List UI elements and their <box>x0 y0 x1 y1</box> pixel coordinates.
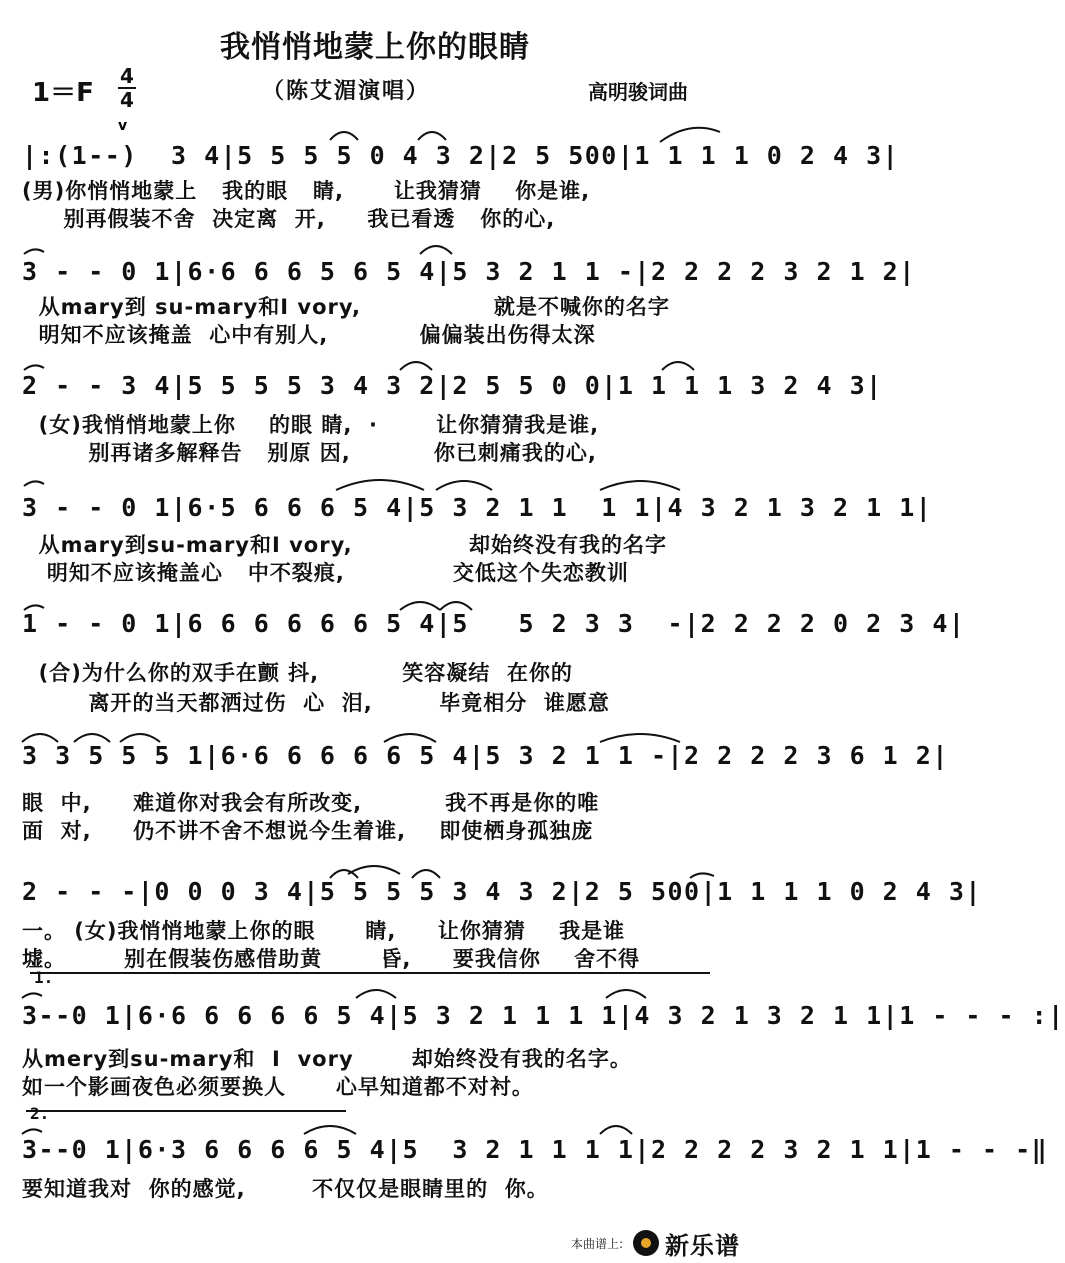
lyrics-line-8b: 如一个影画夜色必须要换人 心早知道都不对衬。 <box>22 1075 534 1099</box>
notes-line-1: |:(1--) 3 4|5 5 5 5 0 4 3 2|2 5 500|1 1 1 1 0 2 4 3| <box>22 141 900 170</box>
notes-line-3: 2 - - 3 4|5 5 5 5 3 4 3 2|2 5 5 0 0|1 1 1 1 3 2 4 3| <box>22 371 883 400</box>
footer-brand: 新乐谱 <box>665 1231 740 1260</box>
time-signature-bottom: 4 <box>120 88 134 112</box>
lyrics-line-5b: 离开的当天都洒过伤 心 泪, 毕竟相分 谁愿意 <box>22 691 610 715</box>
lyrics-line-4b: 明知不应该掩盖心 中不裂痕, 交低这个失恋教训 <box>22 561 629 585</box>
volta-second-label: 2. <box>30 1104 50 1123</box>
volta-first-line <box>30 972 710 974</box>
footer-prefix: 本曲谱上: <box>570 1236 623 1251</box>
notes-line-9: 3--0 1|6·3 6 6 6 6 5 4|5 3 2 1 1 1 1|2 2 2 2 3 2 1 1|1 - - -‖ <box>22 1135 1049 1164</box>
lyrics-line-2a: 从mary到 su-mary和I vory, 就是不喊你的名字 <box>22 295 670 319</box>
song-title: 我悄悄地蒙上你的眼睛 <box>220 30 530 65</box>
volta-second-line <box>26 1110 346 1112</box>
footer-watermark <box>571 1226 740 1260</box>
singer-credit: （陈艾湄演唱） <box>262 79 431 104</box>
svg-text:v: v <box>118 118 128 134</box>
notes-line-8: 3--0 1|6·6 6 6 6 6 5 4|5 3 2 1 1 1 1|4 3 2 1 3 2 1 1|1 - - - :| <box>22 1001 1065 1030</box>
lyrics-line-7a: 一。 (女)我悄悄地蒙上你的眼 睛, 让你猜猜 我是谁 <box>22 919 626 943</box>
lyrics-line-6a: 眼 中, 难道你对我会有所改变, 我不再是你的唯 <box>22 791 600 815</box>
lyrics-line-1b: 别再假装不舍 决定离 开, 我已看透 你的心, <box>22 207 556 231</box>
key-signature: 1＝F <box>32 78 94 108</box>
volta-first-label: 1. <box>34 968 54 987</box>
lyrics-line-1a: (男)你悄悄地蒙上 我的眼 睛, 让我猜猜 你是谁, <box>22 179 591 203</box>
time-signature-top: 4 <box>120 64 134 88</box>
author-credit: 高明骏词曲 <box>588 80 688 104</box>
lyrics-line-2b: 明知不应该掩盖 心中有别人, 偏偏装出伤得太深 <box>22 323 596 347</box>
notes-line-6: 3 3 5 5 5 1|6·6 6 6 6 6 5 4|5 3 2 1 1 -|2 2 2 2 3 6 1 2| <box>22 741 949 770</box>
lyrics-line-3b: 别再诸多解释告 别原 因, 你已刺痛我的心, <box>22 441 597 465</box>
lyrics-line-5a: (合)为什么你的双手在颤 抖, 笑容凝结 在你的 <box>22 661 573 685</box>
notes-line-2: 3 - - 0 1|6·6 6 6 5 6 5 4|5 3 2 1 1 -|2 2 2 2 3 2 1 2| <box>22 257 916 286</box>
notes-line-7: 2 - - -|0 0 0 3 4|5 5 5 5 3 4 3 2|2 5 500|1 1 1 1 0 2 4 3| <box>22 877 982 906</box>
lyrics-line-7b: 墟。 别在假装伤感借助黄 昏, 要我信你 舍不得 <box>22 947 641 971</box>
lyrics-line-8a: 从mery到su-mary和 I vory 却始终没有我的名字。 <box>22 1047 632 1071</box>
notes-line-4: 3 - - 0 1|6·5 6 6 6 5 4|5 3 2 1 1 1 1|4 3 2 1 3 2 1 1| <box>22 493 933 522</box>
lyrics-line-6b: 面 对, 仍不讲不舍不想说今生着谁, 即使栖身孤独庞 <box>22 819 594 843</box>
lyrics-line-9a: 要知道我对 你的感觉, 不仅仅是眼睛里的 你。 <box>22 1177 549 1201</box>
disc-logo-icon <box>633 1230 659 1256</box>
time-signature <box>118 66 136 110</box>
notes-line-5: 1 - - 0 1|6 6 6 6 6 6 5 4|5 5 2 3 3 -|2 2 2 2 0 2 3 4| <box>22 609 966 638</box>
lyrics-line-3a: (女)我悄悄地蒙上你 的眼 睛, · 让你猜猜我是谁, <box>22 413 600 437</box>
lyrics-line-4a: 从mary到su-mary和I vory, 却始终没有我的名字 <box>22 533 667 557</box>
